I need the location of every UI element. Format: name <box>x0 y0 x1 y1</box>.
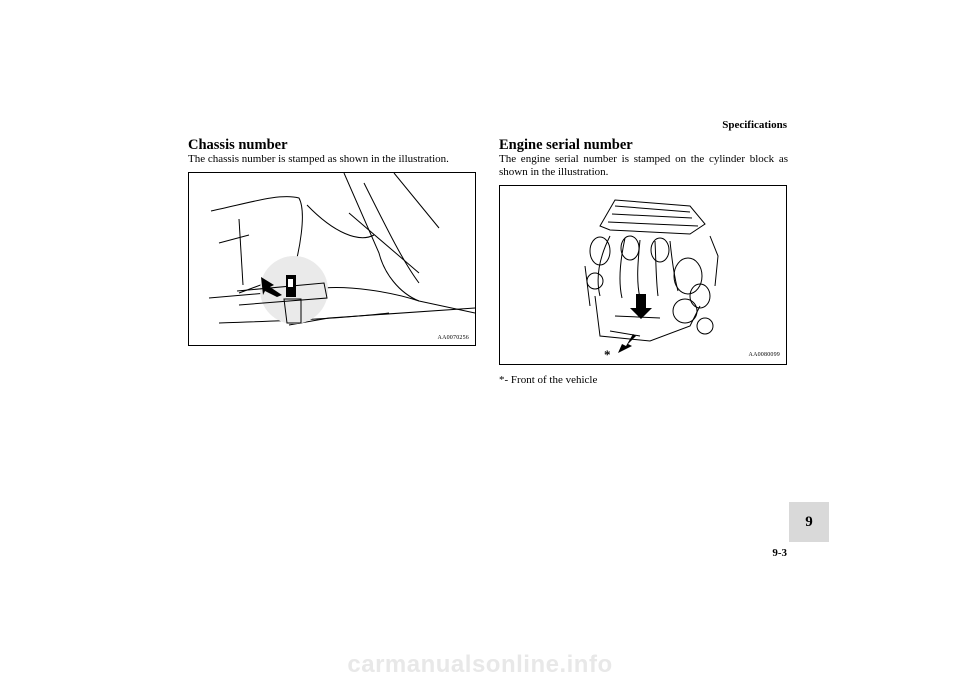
chassis-number-figure <box>188 172 476 346</box>
running-header: Specifications <box>722 119 787 131</box>
page-number: 9-3 <box>772 547 787 559</box>
engine-serial-number-heading: Engine serial number <box>499 137 633 153</box>
chassis-figure-code: AA0070256 <box>437 335 469 341</box>
front-asterisk: * <box>604 347 611 362</box>
chassis-number-heading: Chassis number <box>188 137 288 153</box>
chapter-tab: 9 <box>789 502 829 542</box>
watermark: carmanualsonline.info <box>347 651 613 678</box>
chassis-number-text: The chassis number is stamped as shown in the illustration. <box>188 153 449 165</box>
engine-footnote: *- Front of the vehicle <box>499 374 598 386</box>
engine-figure-code: AA0080099 <box>748 352 780 358</box>
chassis-illustration <box>189 173 475 345</box>
engine-serial-number-text: The engine serial number is stamped on the cylinder block as shown in the illustration. <box>499 153 788 178</box>
engine-serial-number-figure <box>499 185 787 365</box>
engine-illustration <box>500 186 786 364</box>
